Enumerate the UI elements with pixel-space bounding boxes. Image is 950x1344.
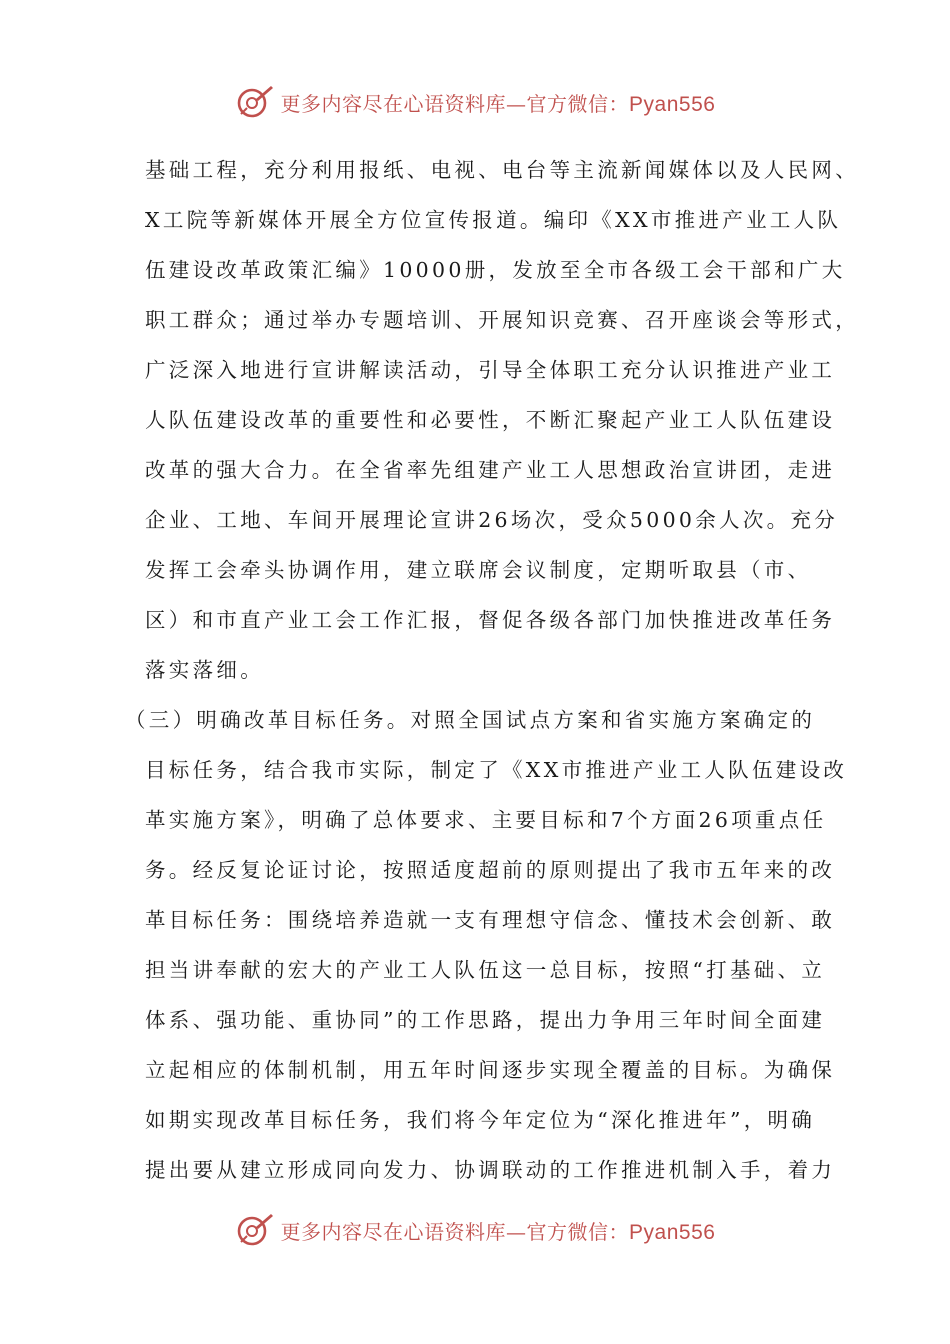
text-line: 广泛深入地进行宣讲解读活动，引导全体职工充分认识推进产业工 bbox=[145, 358, 836, 382]
text-line: 基础工程，充分利用报纸、电视、电台等主流新闻媒体以及人民网、 bbox=[145, 158, 859, 182]
text-line: 提出要从建立形成同向发力、协调联动的工作推进机制入手，着力 bbox=[145, 1158, 836, 1182]
text-line: 伍建设改革政策汇编》10000册，发放至全市各级工会干部和广大 bbox=[145, 258, 846, 282]
text-line: 目标任务，结合我市实际，制定了《XX市推进产业工人队伍建设改 bbox=[145, 758, 848, 782]
text-line: 立起相应的体制机制，用五年时间逐步实现全覆盖的目标。为确保 bbox=[145, 1058, 836, 1082]
footer-watermark bbox=[0, 1208, 950, 1252]
watermark-wechat-id: Pyan556 bbox=[629, 92, 716, 116]
text-line: 革目标任务：围绕培养造就一支有理想守信念、懂技术会创新、敢 bbox=[145, 908, 836, 932]
watermark-main-text: 更多内容尽在心语资料库—官方微信： bbox=[280, 91, 630, 116]
text-line: 落实落细。 bbox=[145, 658, 264, 682]
header-watermark bbox=[0, 80, 950, 124]
text-line: 体系、强功能、重协同”的工作思路，提出力争用三年时间全面建 bbox=[145, 1008, 826, 1032]
text-line: 职工群众；通过举办专题培训、开展知识竞赛、召开座谈会等形式， bbox=[145, 308, 859, 332]
text-line: 企业、工地、车间开展理论宣讲26场次，受众5000余人次。充分 bbox=[145, 508, 839, 532]
text-line: 改革的强大合力。在全省率先组建产业工人思想政治宣讲团，走进 bbox=[145, 458, 836, 482]
document-body bbox=[125, 145, 859, 1195]
text-line: X工院等新媒体开展全方位宣传报道。编印《XX市推进产业工人队 bbox=[145, 208, 842, 232]
pen-circle-logo-icon bbox=[235, 1210, 275, 1250]
watermark-text bbox=[281, 1216, 716, 1245]
section-heading-line: （三）明确改革目标任务。对照全国试点方案和省实施方案确定的 bbox=[125, 708, 816, 732]
text-line: 务。经反复论证讨论，按照适度超前的原则提出了我市五年来的改 bbox=[145, 858, 836, 882]
text-line: 革实施方案》，明确了总体要求、主要目标和7个方面26项重点任 bbox=[145, 808, 827, 832]
pen-circle-logo-icon bbox=[235, 82, 275, 122]
text-line: 人队伍建设改革的重要性和必要性，不断汇聚起产业工人队伍建设 bbox=[145, 408, 836, 432]
text-line: 如期实现改革目标任务，我们将今年定位为“深化推进年”，明确 bbox=[145, 1108, 816, 1132]
text-line: 发挥工会牵头协调作用，建立联席会议制度，定期听取县（市、 bbox=[145, 558, 812, 582]
watermark-text bbox=[281, 88, 716, 117]
text-line: 担当讲奉献的宏大的产业工人队伍这一总目标，按照“打基础、立 bbox=[145, 958, 826, 982]
text-line: 区）和市直产业工会工作汇报，督促各级各部门加快推进改革任务 bbox=[145, 608, 836, 632]
watermark-main-text: 更多内容尽在心语资料库—官方微信： bbox=[280, 1219, 630, 1244]
watermark-wechat-id: Pyan556 bbox=[629, 1220, 716, 1244]
